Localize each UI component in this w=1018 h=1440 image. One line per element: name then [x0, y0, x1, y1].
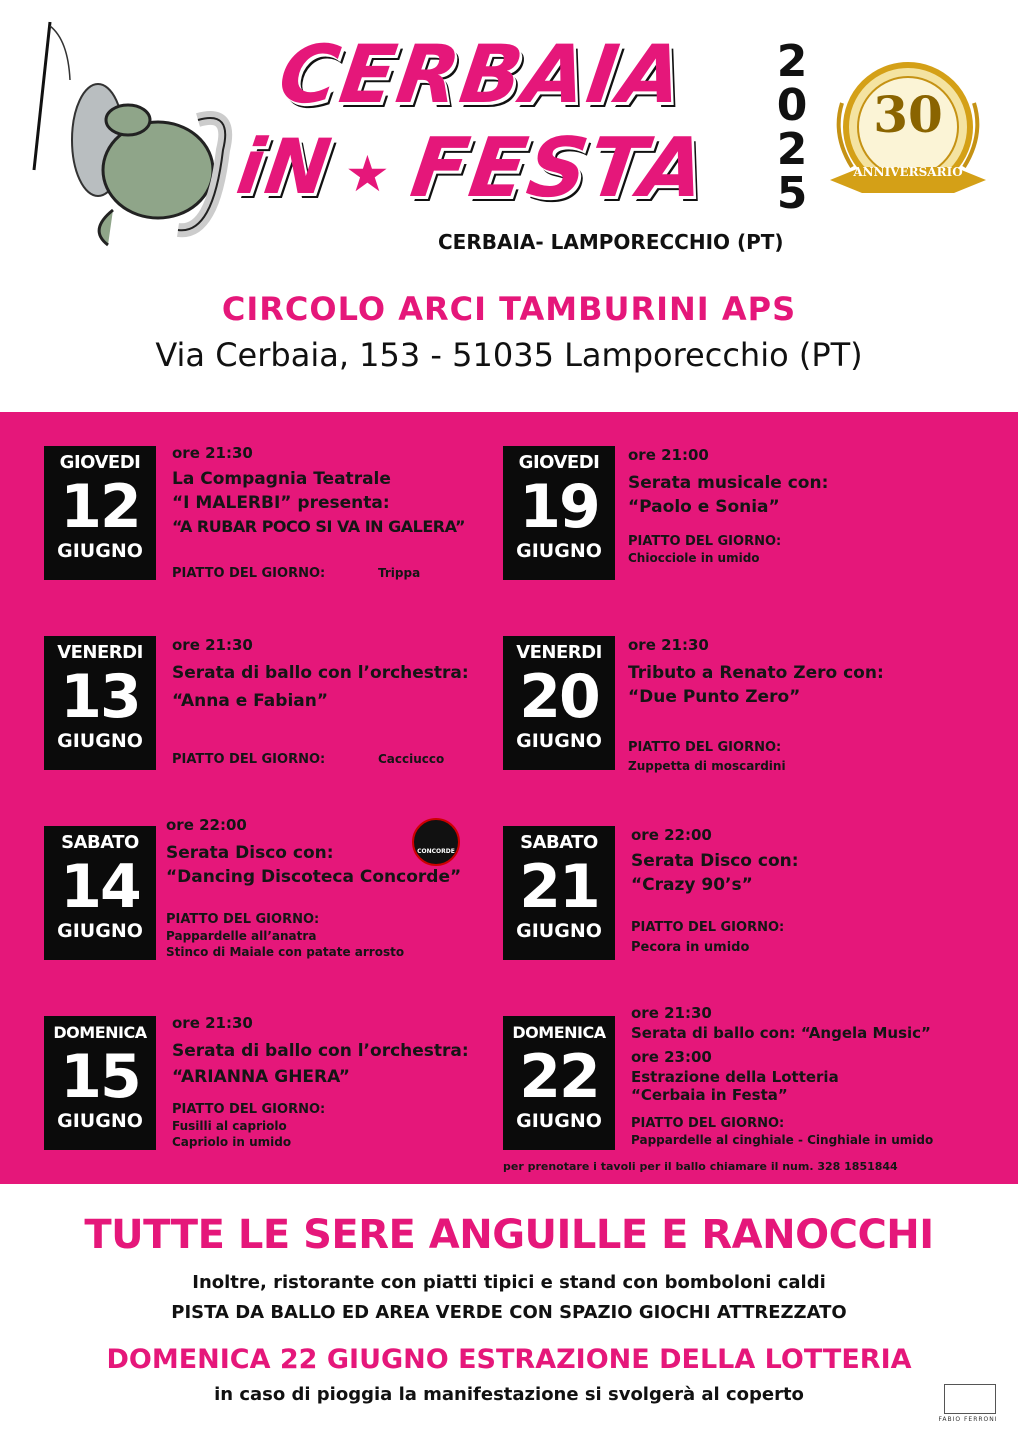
- date-badge: [44, 1016, 156, 1150]
- year-vertical: [772, 36, 812, 219]
- weekday: GIOVEDI: [518, 452, 600, 473]
- star-icon: ★: [345, 145, 390, 203]
- dish: Fusilli al capriolo: [172, 1119, 287, 1133]
- weekday: DOMENICA: [512, 1023, 606, 1042]
- weekday: VENERDI: [516, 642, 602, 663]
- event-time: ore 22:00: [631, 826, 712, 844]
- year-digit: 2: [776, 36, 808, 87]
- event-description: “Anna e Fabian”: [172, 691, 329, 711]
- month: GIUGNO: [516, 1110, 602, 1132]
- event-description: “I MALERBI” presenta:: [172, 493, 390, 513]
- festival-title-line1: CERBAIA: [273, 28, 691, 121]
- dish: Pecora in umido: [631, 940, 750, 955]
- anniversary-label: ANNIVERSARIO: [853, 165, 963, 179]
- venue-name: CIRCOLO ARCI TAMBURINI APS: [221, 290, 797, 328]
- dish-label: PIATTO DEL GIORNO:: [172, 566, 326, 581]
- dish: Capriolo in umido: [172, 1135, 292, 1149]
- event-time: ore 21:30: [628, 636, 709, 654]
- event-description: “Due Punto Zero”: [628, 687, 801, 707]
- dish: Cacciucco: [378, 752, 445, 766]
- weekday: VENERDI: [57, 642, 143, 663]
- event-time: ore 21:30: [631, 1004, 712, 1022]
- dish-label: PIATTO DEL GIORNO:: [628, 740, 782, 755]
- dish-label: PIATTO DEL GIORNO:: [631, 920, 785, 935]
- event-description: Estrazione della Lotteria: [631, 1068, 839, 1086]
- event-description: Serata musicale con:: [628, 473, 829, 493]
- date-badge: [503, 1016, 615, 1150]
- dish: Trippa: [378, 566, 421, 580]
- day-number: 13: [60, 662, 140, 732]
- day-number: 21: [519, 852, 599, 922]
- month: GIUGNO: [516, 540, 602, 562]
- event-description: Serata Disco con:: [631, 851, 799, 871]
- month: GIUGNO: [57, 730, 143, 752]
- footer-headline: TUTTE LE SERE ANGUILLE E RANOCCHI: [84, 1212, 934, 1258]
- day-number: 22: [519, 1042, 599, 1112]
- day-number: 12: [60, 472, 140, 542]
- date-badge: [44, 446, 156, 580]
- designer-credit: FABIO FERRONI: [938, 1416, 998, 1423]
- date-badge: [503, 446, 615, 580]
- dish-label: PIATTO DEL GIORNO:: [631, 1116, 785, 1131]
- date-badge: [44, 636, 156, 770]
- footer-line2: PISTA DA BALLO ED AREA VERDE CON SPAZIO GIOCHI ATTREZZATO: [171, 1302, 847, 1323]
- event-time: ore 21:30: [172, 444, 253, 462]
- month: GIUGNO: [57, 920, 143, 942]
- dish: Chiocciole in umido: [628, 551, 760, 565]
- date-badge: [44, 826, 156, 960]
- month: GIUGNO: [57, 540, 143, 562]
- year-digit: 5: [776, 168, 808, 219]
- event-time: ore 22:00: [166, 816, 247, 834]
- anniversary-seal: [822, 55, 994, 205]
- year-digit: 0: [776, 80, 808, 131]
- dish: Pappardelle al cinghiale - Cinghiale in umido: [631, 1133, 934, 1147]
- anniversary-number: 30: [873, 85, 943, 144]
- frog-fish-illustration: [28, 20, 248, 250]
- date-badge: [503, 636, 615, 770]
- lottery-announcement: DOMENICA 22 GIUGNO ESTRAZIONE DELLA LOTTERIA: [106, 1344, 912, 1375]
- event-description: “ARIANNA GHERA”: [172, 1067, 350, 1087]
- month: GIUGNO: [516, 920, 602, 942]
- dish: Pappardelle all’anatra: [166, 929, 317, 943]
- rain-notice: in caso di pioggia la manifestazione si svolgerà al coperto: [214, 1384, 804, 1405]
- booking-note: per prenotare i tavoli per il ballo chiamare il num. 328 1851844: [503, 1160, 898, 1173]
- day-number: 15: [60, 1042, 140, 1112]
- day-number: 20: [519, 662, 599, 732]
- event-description: Serata di ballo con: “Angela Music”: [631, 1024, 931, 1042]
- day-number: 19: [519, 472, 599, 542]
- weekday: SABATO: [520, 832, 598, 853]
- event-description: Serata di ballo con l’orchestra:: [172, 1041, 469, 1061]
- event-time: ore 23:00: [631, 1048, 712, 1066]
- weekday: GIOVEDI: [59, 452, 141, 473]
- dish-label: PIATTO DEL GIORNO:: [628, 534, 782, 549]
- festival-title-line2: FESTA: [405, 121, 713, 216]
- month: GIUGNO: [516, 730, 602, 752]
- event-description: La Compagnia Teatrale: [172, 469, 391, 489]
- festival-title-in: iN: [231, 122, 338, 211]
- venue-address: Via Cerbaia, 153 - 51035 Lamporecchio (PT): [155, 336, 863, 374]
- dish: Stinco di Maiale con patate arrosto: [166, 945, 405, 959]
- event-description: Serata di ballo con l’orchestra:: [172, 663, 469, 683]
- event-description: “Dancing Discoteca Concorde”: [166, 867, 462, 887]
- year-digit: 2: [776, 124, 808, 175]
- event-description: “Cerbaia in Festa”: [631, 1086, 788, 1104]
- dish-label: PIATTO DEL GIORNO:: [166, 912, 320, 927]
- event-time: ore 21:30: [172, 636, 253, 654]
- event-description: Tributo a Renato Zero con:: [628, 663, 884, 683]
- day-number: 14: [60, 852, 140, 922]
- footer-line1: Inoltre, ristorante con piatti tipici e stand con bomboloni caldi: [192, 1272, 826, 1293]
- designer-logo: [944, 1384, 996, 1414]
- event-description: “A RUBAR POCO SI VA IN GALERA”: [172, 517, 466, 536]
- weekday: DOMENICA: [53, 1023, 147, 1042]
- event-description: “Crazy 90’s”: [631, 875, 753, 895]
- weekday: SABATO: [61, 832, 139, 853]
- location-subtitle: CERBAIA- LAMPORECCHIO (PT): [438, 230, 784, 254]
- event-time: ore 21:30: [172, 1014, 253, 1032]
- dish-label: PIATTO DEL GIORNO:: [172, 1102, 326, 1117]
- event-time: ore 21:00: [628, 446, 709, 464]
- month: GIUGNO: [57, 1110, 143, 1132]
- date-badge: [503, 826, 615, 960]
- event-description: Serata Disco con:: [166, 843, 334, 863]
- dish: Zuppetta di moscardini: [628, 759, 786, 773]
- event-description: “Paolo e Sonia”: [628, 497, 780, 517]
- dish-label: PIATTO DEL GIORNO:: [172, 752, 326, 767]
- concorde-logo: CONCORDE: [412, 818, 460, 866]
